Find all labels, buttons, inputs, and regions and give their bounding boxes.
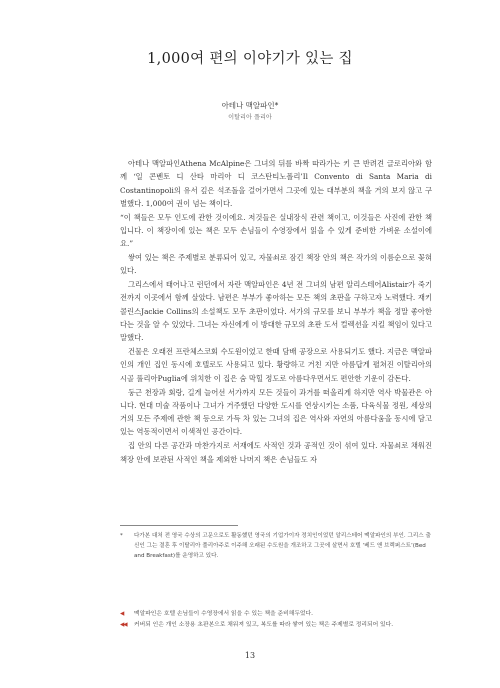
paragraph: 쌓여 있는 책은 주제별로 분류되어 있고, 자물쇠로 잠긴 책장 안의 책은 작가의 이름순으로 꽂혀 있다. (120, 253, 432, 276)
body-text (120, 157, 432, 466)
author-location: 이탈리아 플리아 (228, 114, 272, 121)
paragraph: 건물은 오래전 프란체스코회 수도원이었고 한때 담배 공장으로 사용되기도 했다. 지금은 맥알파인의 개인 집인 동시에 호텔로도 사용되고 있다. 황량하고 거친 지만 아름답게 펼쳐진 이탈리아의 시골 풀리아Puglia에 위치한 이 집은 숨 막힐 정도로 아름다우면서도 편안한 기운이 감돈다. (120, 347, 432, 383)
quote-paragraph: “이 책들은 모두 인도에 관한 것이에요. 저것들은 실내장식 관련 책이고, 이것들은 사진에 관한 책입니다. 이 책장이에 있는 책은 모두 손님들이 수영장에서 읽을 수 있게 준비한 가벼운 소설이에요.” (120, 212, 432, 249)
page-number: 13 (244, 651, 256, 660)
chapter-title: 1,000여 편의 이야기가 있는 집 (147, 51, 353, 67)
caption-row (120, 609, 440, 620)
footnote-divider (120, 525, 238, 526)
paragraph: 둥근 천장과 회랑, 길게 늘어선 서가까지 모든 것들이 과거를 떠올리게 하지만 역사 박물관은 아니다. 현대 미술 작품이나 그녀가 거주했던 다양한 도시를 연상시키는 소품, 다육식물 정원, 세상의 거의 모든 주제에 관한 책 등으로 가득 차 있는 그녀의 집은 역사와 자연의 아름다움을 동시에 담고 있는 역동적이면서 이색적인 공간이다. (120, 387, 432, 437)
caption-text: 맥알파인은 호텔 손님들이 수영장에서 읽을 수 있는 책을 준비해두었다. (134, 611, 313, 617)
caption-text: 커버되 인은 개인 소장용 초판본으로 채워져 있고, 복도를 따라 쌓여 있는 책은 주제별로 정리되어 있다. (134, 622, 394, 628)
photo-captions (120, 609, 440, 631)
footnote-text: 다가본 대처 전 영국 수상의 고문으로도 활동했던 영국의 기업가이자 정치인이었던 알리스테어 맥알파인의 부인. 그리스 출신인 그는 결혼 후 이탈리아 풀리아주로 이주해 오래된 수도원을 개조하고 그곳에 살면서 호텔 ‘베드 앤 브렉퍼스트’(Bed and Breakfast)를 운영하고 있다. (134, 533, 431, 559)
caption-row (120, 620, 440, 631)
author-name: 아테나 맥알파인* (221, 101, 279, 110)
arrow-left-icon: ◀ (120, 611, 124, 617)
paragraph: 집 안의 다른 공간과 마찬가지로 서재에도 사적인 것과 공적인 것이 섞여 있다. 자물쇠로 채워진 책장 안에 보관된 사적인 책을 제외한 나머지 책은 손님들도 자 (120, 441, 432, 464)
double-arrow-left-icon: ◀◀ (120, 622, 127, 628)
footnote (120, 531, 432, 561)
paragraph: 아테나 맥알파인Athena McAlpine은 그녀의 뒤를 바짝 따라가는 키 큰 반려견 글로리아와 함께 ‘일 콘벤토 디 산타 마리아 디 코스탄티노폴리’Il Convento di Santa Maria di Costantinopoli의 유서 깊은 석조돌을 걸어가면서 그곳에 있는 대부분의 책을 거의 보지 않고 구별했다. 1,000여 권이 넘는 책이다. (120, 159, 432, 208)
footnote-mark: * (120, 533, 123, 539)
paragraph: 그리스에서 태어나고 런던에서 자란 맥알파인은 4년 전 그녀의 남편 알리스테어Alistair가 죽기 전까지 이곳에서 함께 살았다. 남편은 부부가 좋아하는 모든 책의 초판을 구하고자 노력했다. 재키 콜린스Jackie Collins의 소설책도 모두 초판이었다. 서가의 규모를 보니 부부가 책을 정말 좋아한다는 것을 알 수 있었다. 그녀는 자신에게 이 방대한 규모의 초판 도서 컬렉션을 지킬 책임이 있다고 말했다. (120, 280, 433, 343)
